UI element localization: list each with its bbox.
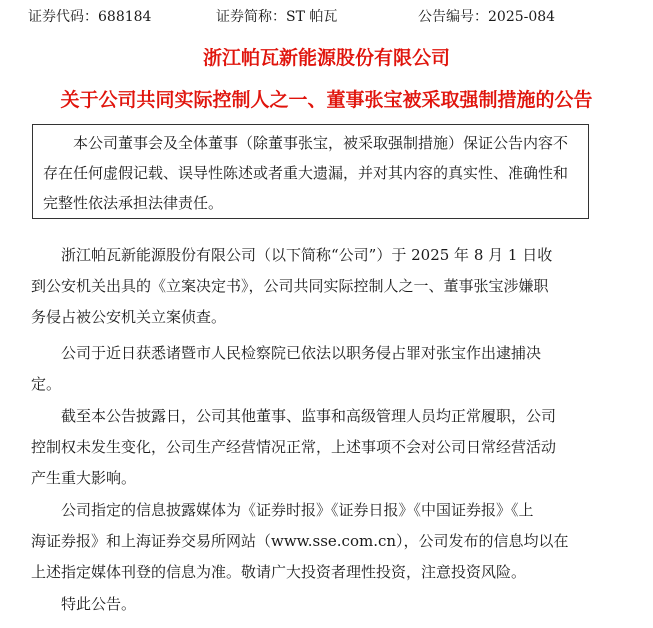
stock-code: 证券代码：688184 [28, 9, 152, 25]
header-row [28, 7, 628, 27]
stock-short-name: 证券简称：ST 帕瓦 [216, 9, 338, 25]
paragraph-line: 务侵占被公安机关立案侦查。 [31, 308, 227, 326]
paragraph-operations [31, 401, 631, 494]
paragraph-line: 控制权未发生变化，公司生产经营情况正常，上述事项不会对公司日常经营活动 [31, 438, 557, 456]
statement-line: 本公司董事会及全体董事（除董事张宝，被采取强制措施）保证公告内容不 [73, 134, 569, 152]
paragraph-line: 公司指定的信息披露媒体为《证券时报》《证券日报》《中国证券报》《上 [61, 501, 534, 519]
paragraph-line: 截至本公告披露日，公司其他董事、监事和高级管理人员均正常履职，公司 [61, 407, 557, 425]
board-statement-box [32, 124, 589, 219]
paragraph-closing [31, 589, 631, 620]
paragraph-line: 到公安机关出具的《立案决定书》，公司共同实际控制人之一、董事张宝涉嫌职 [31, 277, 549, 295]
paragraph-arrest [31, 338, 631, 400]
paragraph-line: 浙江帕瓦新能源股份有限公司（以下简称“公司”）于 2025 年 8 月 1 日收 [61, 246, 553, 264]
notice-title: 关于公司共同实际控制人之一、董事张宝被采取强制措施的公告 [60, 89, 593, 111]
paragraph-case-filing [31, 240, 631, 333]
statement-line: 存在任何虚假记载、误导性陈述或者重大遗漏，并对其内容的真实性、准确性和 [43, 164, 569, 182]
paragraph-line: 公司于近日获悉诸暨市人民检察院已依法以职务侵占罪对张宝作出逮捕决 [61, 344, 542, 362]
paragraph-line: 上述指定媒体刊登的信息为准。敬请广大投资者理性投资，注意投资风险。 [31, 563, 527, 581]
paragraph-line: 特此公告。 [61, 595, 137, 613]
company-title: 浙江帕瓦新能源股份有限公司 [202, 47, 450, 69]
paragraph-line: 产生重大影响。 [31, 469, 137, 487]
notice-number: 公告编号：2025-084 [418, 9, 556, 25]
statement-line: 完整性依法承担法律责任。 [43, 194, 224, 212]
paragraph-line: 海证券报》和上海证券交易所网站（www.sse.com.cn），公司发布的信息均以在 [31, 532, 569, 550]
paragraph-line: 定。 [31, 375, 62, 393]
paragraph-media [31, 495, 631, 588]
